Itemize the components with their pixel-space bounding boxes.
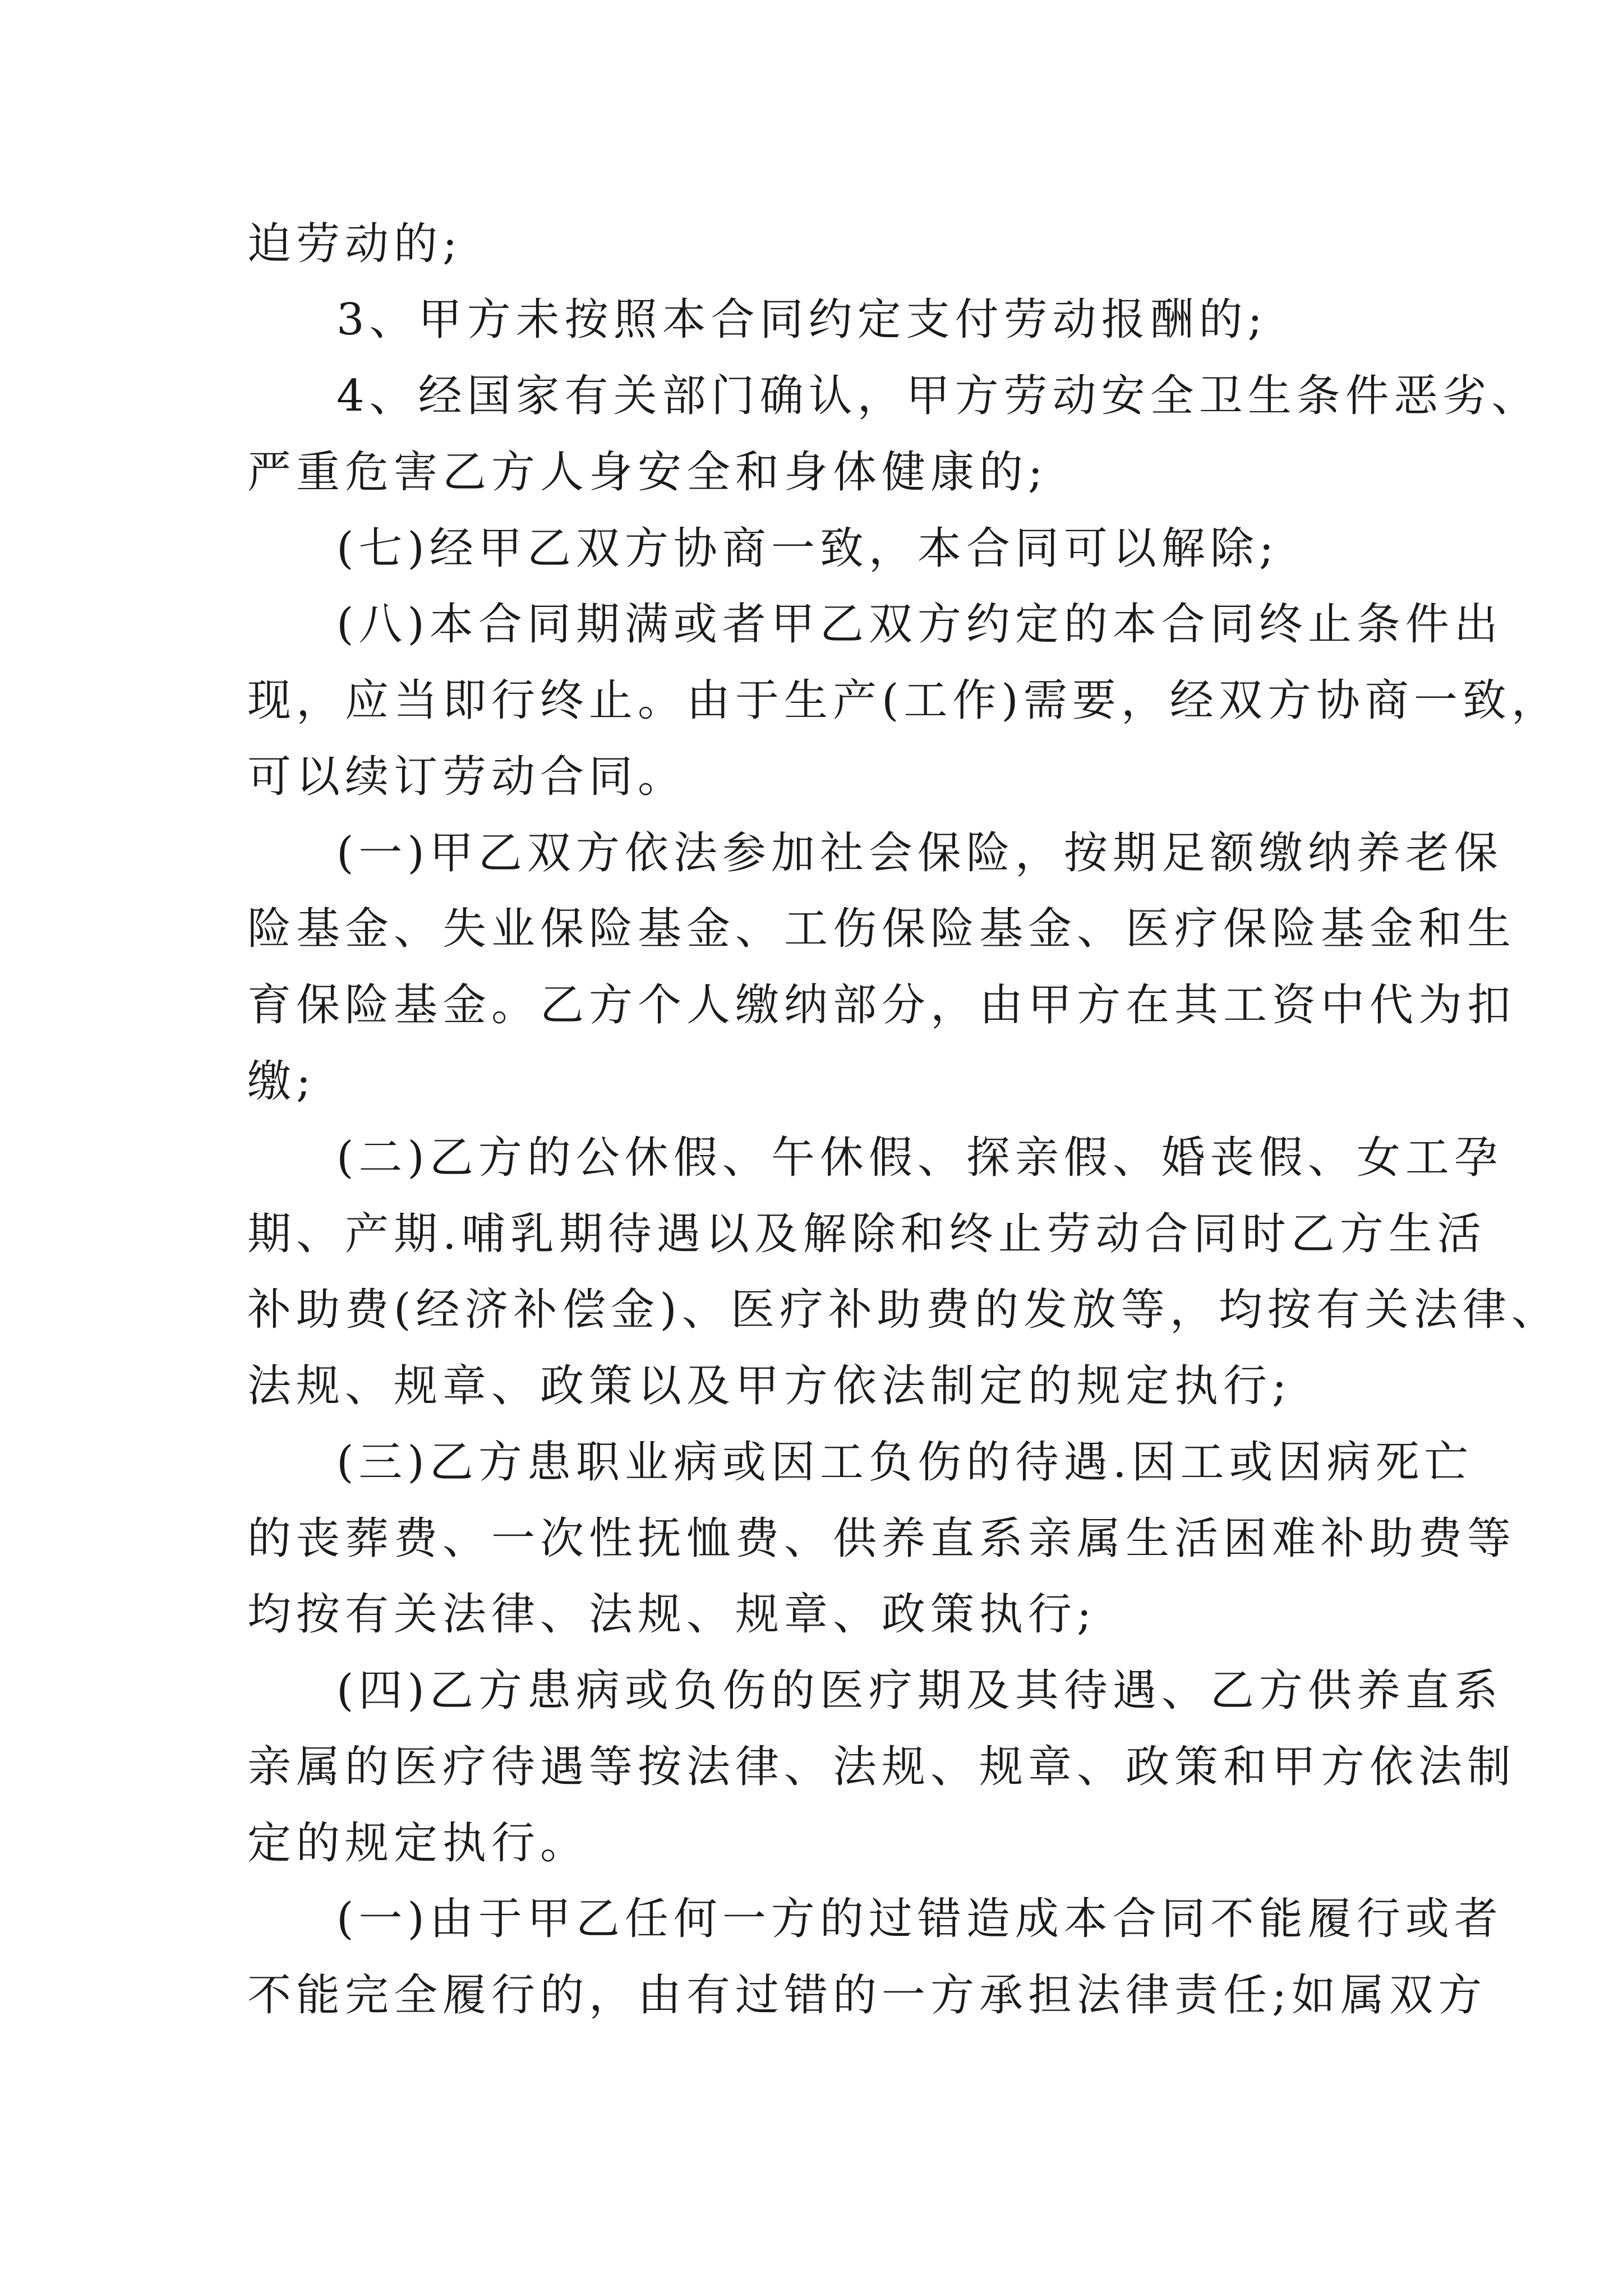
text-line: 迫劳动的; bbox=[247, 219, 463, 269]
text-line: 育保险基金。乙方个人缴纳部分，由甲方在其工资中代为扣 bbox=[247, 980, 1516, 1030]
text-line: 期、产期.哺乳期待遇以及解除和终止劳动合同时乙方生活 bbox=[247, 1209, 1486, 1259]
text-line: 严重危害乙方人身安全和身体健康的; bbox=[247, 447, 1048, 498]
text-line: 险基金、失业保险基金、工伤保险基金、医疗保险基金和生 bbox=[247, 904, 1516, 954]
text-line: (二)乙方的公休假、午休假、探亲假、婚丧假、女工孕 bbox=[336, 1133, 1503, 1183]
text-line: 法规、规章、政策以及甲方依法制定的规定执行; bbox=[247, 1361, 1292, 1411]
text-line: 定的规定执行。 bbox=[247, 1818, 589, 1869]
text-line: (七)经甲乙双方协商一致，本合同可以解除; bbox=[336, 523, 1279, 574]
text-line: 亲属的医疗待遇等按法律、法规、规章、政策和甲方依法制 bbox=[247, 1742, 1516, 1792]
text-line: (四)乙方患病或负伤的医疗期及其待遇、乙方供养直系 bbox=[336, 1665, 1503, 1716]
text-line: 均按有关法律、法规、规章、政策执行; bbox=[247, 1589, 1097, 1640]
text-line: 现，应当即行终止。由于生产(工作)需要，经双方协商一致， bbox=[247, 675, 1560, 726]
text-line: 补助费(经济补偿金)、医疗补助费的发放等，均按有关法律、 bbox=[247, 1285, 1560, 1335]
text-line: (一)由于甲乙任何一方的过错造成本合同不能履行或者 bbox=[336, 1894, 1503, 1944]
text-line: 的丧葬费、一次性抚恤费、供养直系亲属生活困难补助费等 bbox=[247, 1513, 1516, 1564]
text-line: 4、经国家有关部门确认，甲方劳动安全卫生条件恶劣、 bbox=[336, 371, 1541, 421]
text-line: (八)本合同期满或者甲乙双方约定的本合同终止条件出 bbox=[336, 599, 1503, 650]
text-line: 缴; bbox=[247, 1056, 316, 1107]
text-line: 不能完全履行的，由有过错的一方承担法律责任;如属双方 bbox=[247, 1970, 1487, 2021]
text-line: (三)乙方患职业病或因工负伤的待遇.因工或因病死亡 bbox=[336, 1437, 1473, 1488]
text-line: (一)甲乙双方依法参加社会保险，按期足额缴纳养老保 bbox=[336, 828, 1503, 878]
text-line: 可以续订劳动合同。 bbox=[247, 752, 687, 802]
text-line: 3、甲方未按照本合同约定支付劳动报酬的; bbox=[336, 295, 1267, 345]
